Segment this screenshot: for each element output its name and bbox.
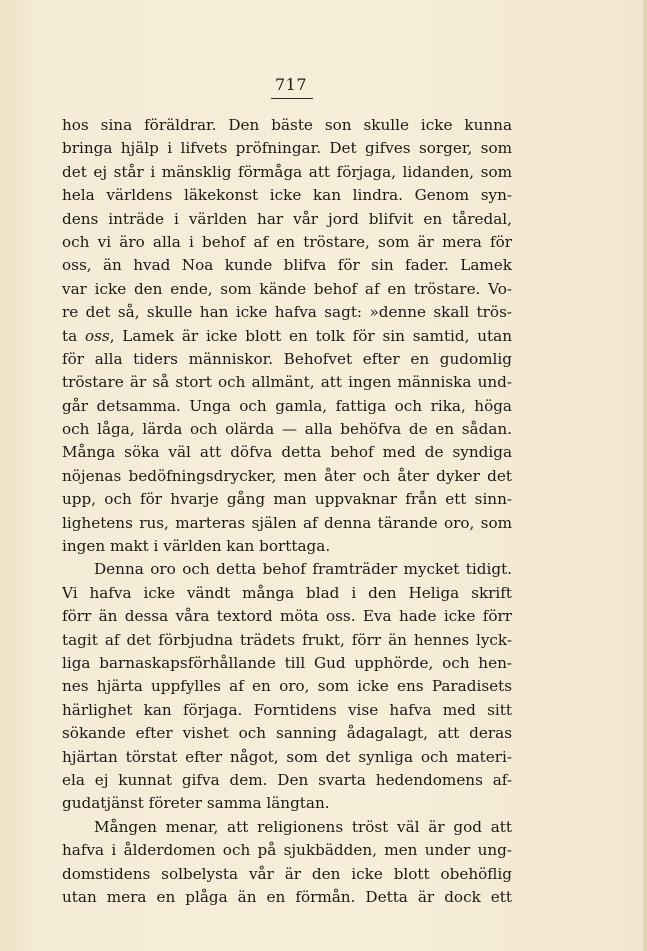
text-line: hela världens läkekonst icke kan lindra. Genom syn- bbox=[62, 186, 512, 205]
page-number: 717 bbox=[274, 75, 308, 94]
text-line: upp, och för hvarje gång man uppvaknar från ett sinn- bbox=[62, 490, 512, 509]
text-line: Vi hafva icke vändt många blad i den Heliga skrift bbox=[62, 583, 512, 602]
emphasized-word: oss bbox=[84, 326, 110, 345]
text-line: och vi äro alla i behof af en tröstare, som är mera för bbox=[62, 232, 512, 251]
page-number-rule bbox=[271, 98, 313, 99]
text-line: dens inträde i världen har vår jord blifvit en tåredal, bbox=[62, 209, 512, 228]
text-line: liga barnaskapsförhållande till Gud upphörde, och hen- bbox=[62, 653, 512, 672]
text-line: tagit af det förbjudna trädets frukt, förr än hennes lyck- bbox=[62, 630, 512, 649]
text-line: förr än dessa våra textord möta oss. Eva hade icke förr bbox=[62, 607, 512, 626]
text-line: Många söka väl att döfva detta behof med de syndiga bbox=[62, 443, 512, 462]
body-text bbox=[62, 114, 512, 909]
text-line: hafva i ålderdomen och på sjukbädden, men under ung- bbox=[62, 841, 512, 860]
text-line: sökande efter vishet och sanning ådagalagt, att deras bbox=[62, 724, 512, 743]
text-line: ingen makt i världen kan borttaga. bbox=[62, 537, 331, 556]
text-line: tröstare är så stort och allmänt, att ingen människa und- bbox=[62, 373, 512, 392]
text-line: hjärtan törstat efter något, som det synliga och materi- bbox=[62, 747, 512, 766]
text-line: Denna oro och detta behof framträder mycket tidigt. bbox=[94, 560, 512, 579]
text-line: bringa hjälp i lifvets pröfningar. Det gifves sorger, som bbox=[62, 139, 512, 158]
text-line: lighetens rus, marteras själen af denna tärande oro, som bbox=[62, 513, 512, 532]
text-line: domstidens solbelysta vår är den icke blott obehöflig bbox=[62, 864, 512, 883]
text-line: och låga, lärda och olärda — alla behöfva de en sådan. bbox=[62, 420, 512, 439]
text-line: hos sina föräldrar. Den bäste son skulle icke kunna bbox=[62, 116, 512, 134]
text-line: ta oss, Lamek är icke blott en tolk för sin samtid, utan bbox=[62, 326, 512, 345]
text-line: re det så, skulle han icke hafva sagt: »denne skall trös- bbox=[62, 303, 512, 322]
page-edge bbox=[643, 0, 647, 951]
text-line: härlighet kan förjaga. Forntidens vise hafva med sitt bbox=[62, 700, 512, 719]
text-line: var icke den ende, som kände behof af en tröstare. Vo- bbox=[62, 279, 512, 298]
text-line: nes hjärta uppfylles af en oro, som icke ens Paradisets bbox=[62, 677, 512, 696]
text-line: nöjenas bedöfningsdrycker, men åter och åter dyker det bbox=[62, 466, 512, 485]
text-line: Mången menar, att religionens tröst väl är god att bbox=[94, 817, 512, 836]
text-line: det ej står i mänsklig förmåga att förjaga, lidanden, som bbox=[62, 162, 512, 181]
text-line: gudatjänst företer samma längtan. bbox=[62, 794, 330, 813]
text-line: går detsamma. Unga och gamla, fattiga och rika, höga bbox=[62, 396, 512, 415]
text-line: ela ej kunnat gifva dem. Den svarta hedendomens af- bbox=[62, 770, 512, 789]
text-line: oss, än hvad Noa kunde blifva för sin fader. Lamek bbox=[62, 256, 512, 275]
text-line: utan mera en plåga än en förmån. Detta är dock ett bbox=[62, 887, 512, 906]
text-line: för alla tiders människor. Behofvet efter en gudomlig bbox=[62, 349, 512, 368]
